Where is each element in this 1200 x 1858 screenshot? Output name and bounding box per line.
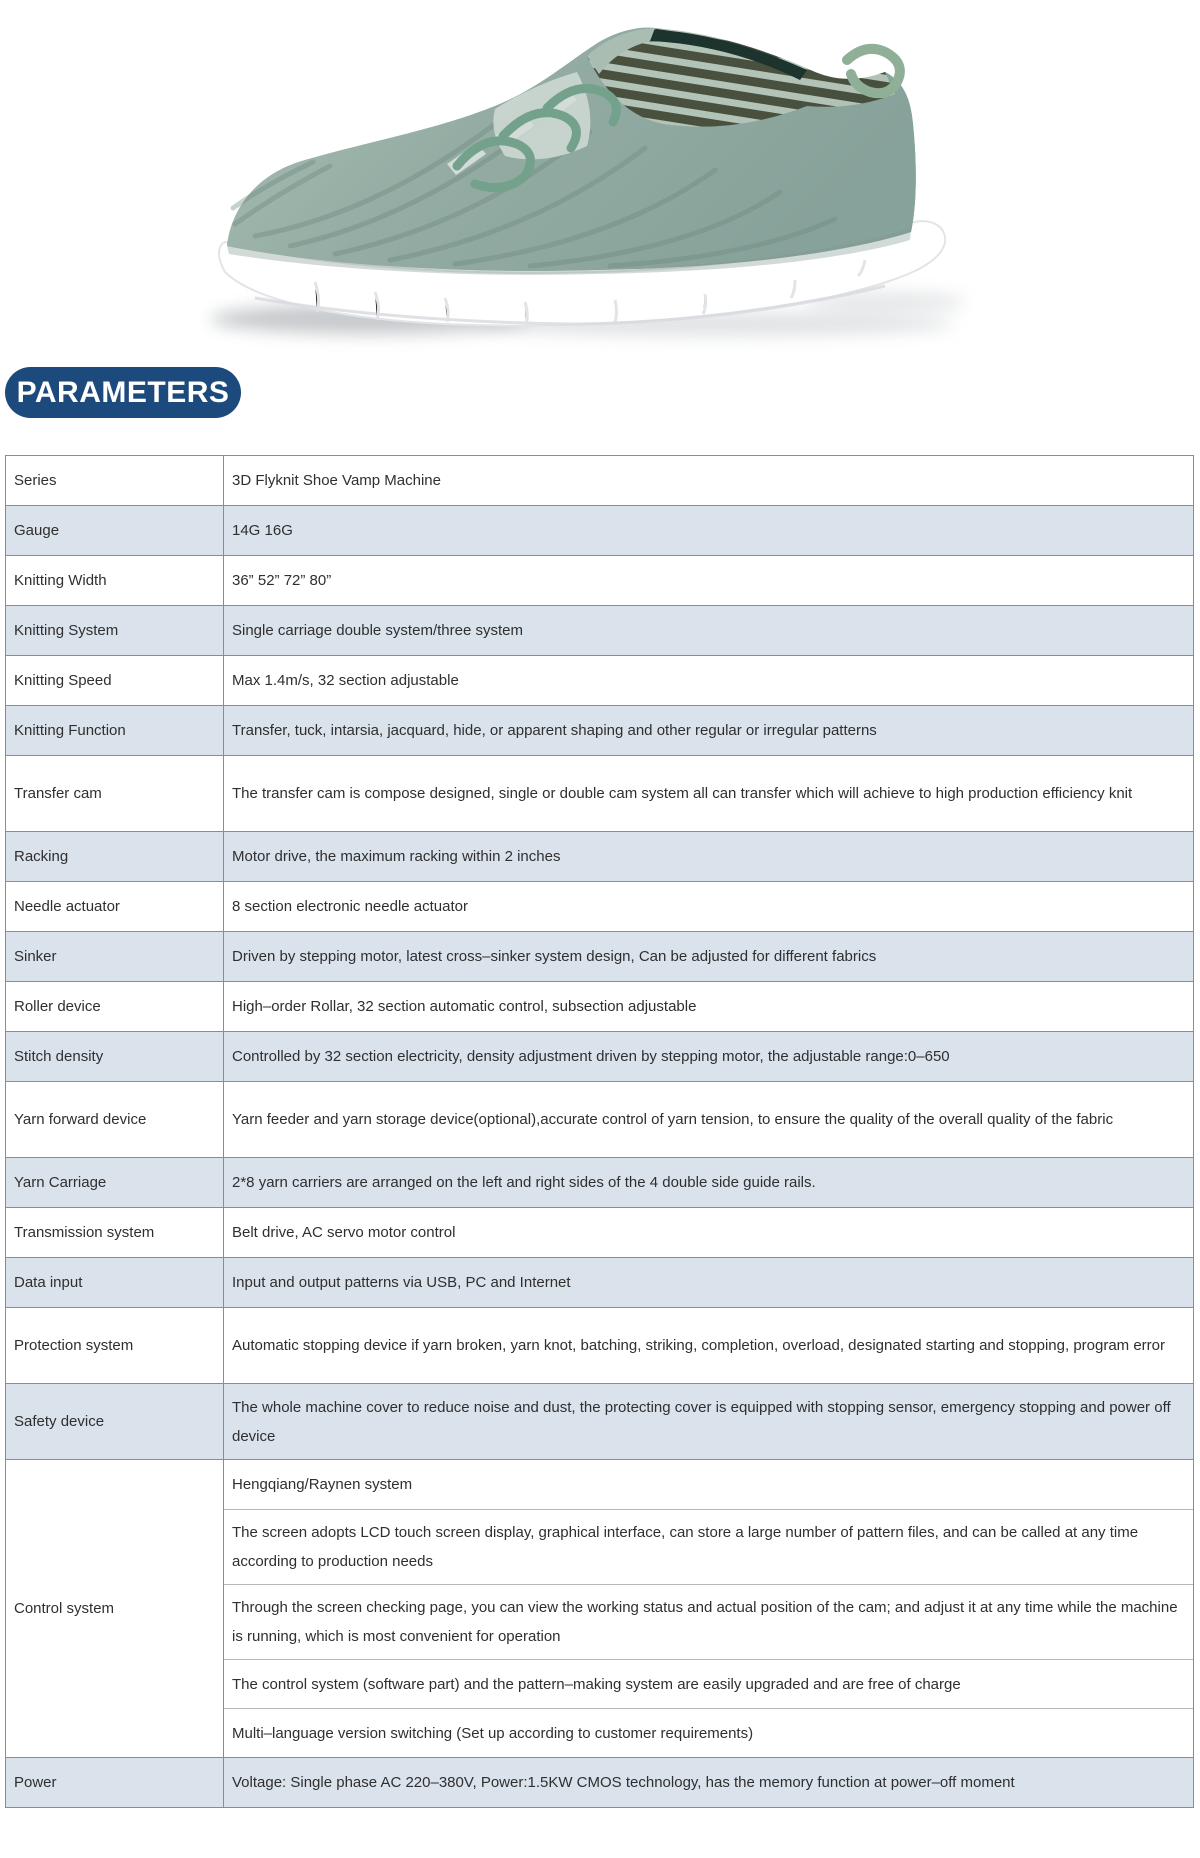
row-transfer-cam [6,756,1193,832]
row-gauge [6,506,1193,556]
param-label: Yarn forward device [6,1082,224,1157]
row-safety-device [6,1384,1193,1460]
row-knitting-speed [6,656,1193,706]
row-power [6,1758,1193,1808]
param-value: 8 section electronic needle actuator [232,898,468,915]
param-value: The whole machine cover to reduce noise and dust, the protecting cover is equipped with stopping sensor, emergency stopping and power off device [232,1398,1171,1445]
param-value-group [224,1460,1193,1757]
row-racking [6,832,1193,882]
row-yarn-forward-device [6,1082,1193,1158]
spec-table [5,455,1194,1808]
parameters-badge-label: PARAMETERS [16,375,230,409]
row-stitch-density [6,1032,1193,1082]
param-label: Gauge [6,506,224,555]
row-knitting-function [6,706,1193,756]
param-value: Automatic stopping device if yarn broken, yarn knot, batching, striking, completion, overload, designated starting and stopping, program error [232,1337,1166,1354]
param-value: 14G 16G [232,522,293,539]
row-sinker [6,932,1193,982]
sneaker-illustration [195,14,975,358]
param-value: Single carriage double system/three system [232,622,523,639]
param-value: 3D Flyknit Shoe Vamp Machine [232,472,441,489]
param-label: Needle actuator [6,882,224,931]
param-label: Power [6,1758,224,1807]
row-knitting-width [6,556,1193,606]
param-label: Knitting Width [6,556,224,605]
param-value: Motor drive, the maximum racking within 2 inches [232,848,561,865]
parameters-badge [5,367,241,418]
param-label: Series [6,456,224,505]
row-needle-actuator [6,882,1193,932]
control-system-item: The control system (software part) and the pattern–making system are easily upgraded and are free of charge [224,1659,1193,1708]
param-label: Stitch density [6,1032,224,1081]
param-value: Yarn feeder and yarn storage device(optional),accurate control of yarn tension, to ensure the quality of the overall quality of the fabric [232,1111,1114,1128]
row-data-input [6,1258,1193,1308]
row-transmission-system [6,1208,1193,1258]
param-value: The transfer cam is compose designed, single or double cam system all can transfer which will achieve to high production efficiency knit [232,785,1133,802]
param-label: Sinker [6,932,224,981]
row-roller-device [6,982,1193,1032]
row-control-system [6,1460,1193,1758]
param-value: Driven by stepping motor, latest cross–sinker system design, Can be adjusted for different fabrics [232,948,877,965]
param-label: Racking [6,832,224,881]
param-value: Input and output patterns via USB, PC and Internet [232,1274,571,1291]
param-label: Safety device [6,1384,224,1459]
control-system-item: Multi–language version switching (Set up according to customer requirements) [224,1708,1193,1757]
param-value: Voltage: Single phase AC 220–380V, Power:1.5KW CMOS technology, has the memory function at power–off moment [232,1774,1015,1791]
row-knitting-system [6,606,1193,656]
param-value: High–order Rollar, 32 section automatic control, subsection adjustable [232,998,697,1015]
control-system-item: Through the screen checking page, you can view the working status and actual position of the cam; and adjust it at any time while the machine is running, which is most convenient for operation [224,1584,1193,1659]
param-value: 2*8 yarn carriers are arranged on the left and right sides of the 4 double side guide rails. [232,1174,816,1191]
control-system-item: The screen adopts LCD touch screen display, graphical interface, can store a large number of pattern files, and can be called at any time according to production needs [224,1509,1193,1584]
param-label: Transmission system [6,1208,224,1257]
param-label: Knitting System [6,606,224,655]
row-series [6,456,1193,506]
param-value: Belt drive, AC servo motor control [232,1224,456,1241]
param-label: Data input [6,1258,224,1307]
param-label: Transfer cam [6,756,224,831]
param-value: 36” 52” 72” 80” [232,572,332,589]
param-value: Controlled by 32 section electricity, density adjustment driven by stepping motor, the adjustable range:0–650 [232,1048,950,1065]
param-label: Roller device [6,982,224,1031]
row-yarn-carriage [6,1158,1193,1208]
param-label: Knitting Speed [6,656,224,705]
param-label: Protection system [6,1308,224,1383]
row-protection-system [6,1308,1193,1384]
param-label: Yarn Carriage [6,1158,224,1207]
param-value: Max 1.4m/s, 32 section adjustable [232,672,459,689]
control-system-item: Hengqiang/Raynen system [232,1476,413,1493]
param-value: Transfer, tuck, intarsia, jacquard, hide, or apparent shaping and other regular or irregular patterns [232,722,877,739]
param-label: Control system [6,1460,224,1757]
param-label: Knitting Function [6,706,224,755]
product-photo [195,14,975,358]
